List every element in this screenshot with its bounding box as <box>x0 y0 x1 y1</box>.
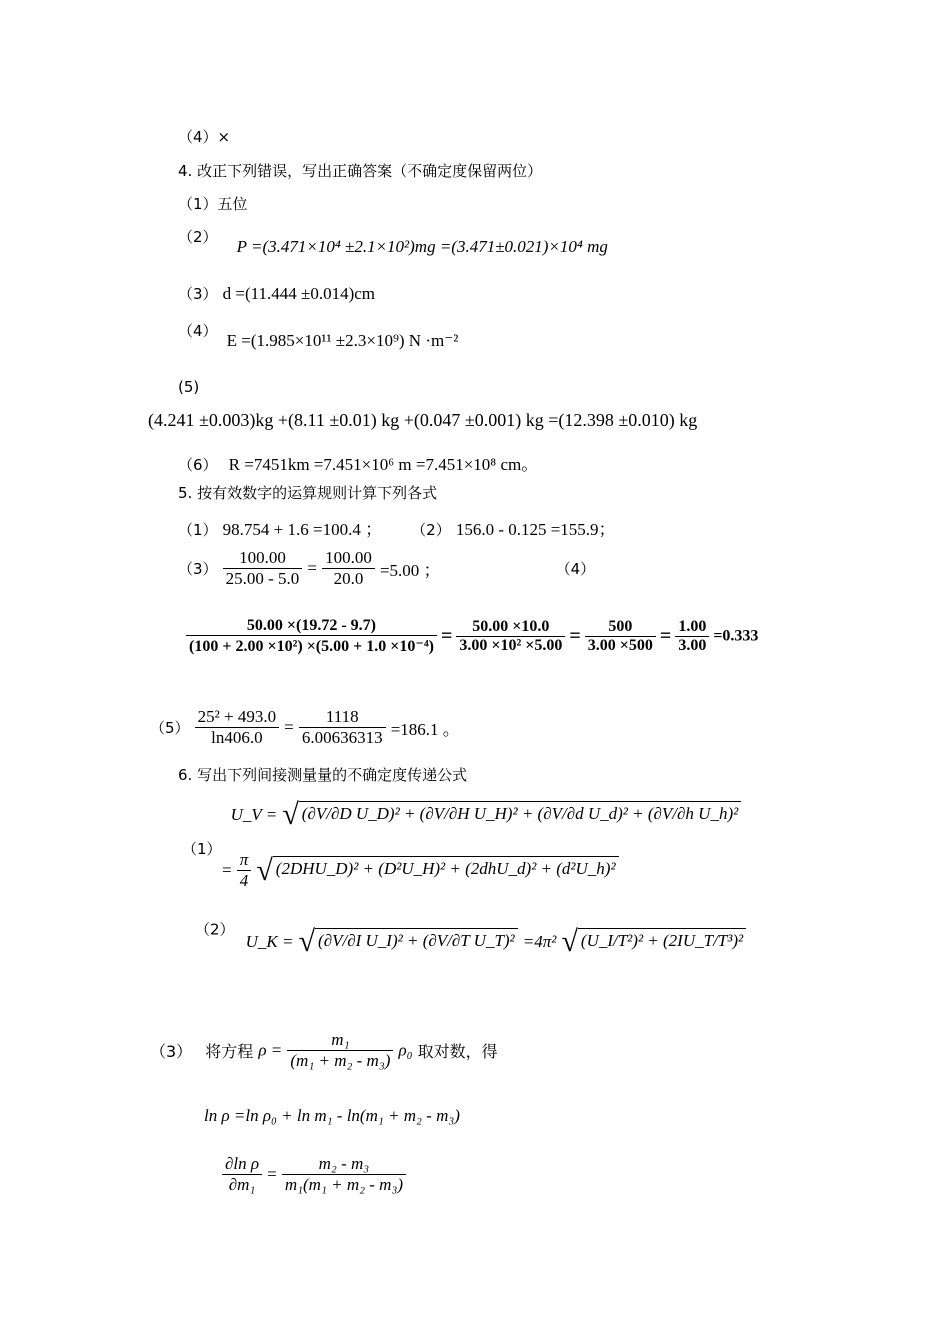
item-label: （3） <box>178 285 218 303</box>
numerator: ∂ln ρ <box>222 1154 262 1175</box>
formula-4-5: (4.241 ±0.003)kg +(8.11 ±0.01) kg +(0.047 ±0.001) kg =(12.398 ±0.010) kg <box>148 410 698 430</box>
fraction <box>675 618 709 655</box>
answer-5-3: （3） $\frac{100.00}{25.00 - 5.0}$ = $\frac{100.00}{20.0}$ =5.00 ； （4） <box>178 548 596 588</box>
formula-mid: =4π² <box>522 931 557 951</box>
answer-6-1-expanded: = $\frac{\pi}{4}$ √ (2DHU_D)² + (D²U_H)² + (2dhU_d)² + (d²U_h)² <box>222 850 619 891</box>
answer-4-3 <box>178 283 375 304</box>
radicand: (∂V/∂D U_D)² + (∂V/∂H U_H)² + (∂V/∂d U_d)² + (∂V/∂h U_h)² <box>299 801 741 824</box>
fraction <box>299 707 386 748</box>
numerator: 50.00 ×10.0 <box>456 618 565 637</box>
item-label: （3） <box>150 1042 193 1061</box>
formula-4-3: d =(11.444 ±0.014)cm <box>222 284 376 303</box>
denominator: ∂m₁ <box>228 1175 256 1194</box>
result: =0.333 <box>713 627 759 645</box>
item-label: （4） <box>555 560 596 578</box>
denominator: (100 + 2.00 ×10²) ×(5.00 + 1.0 ×10⁻⁴) <box>189 638 434 655</box>
denominator: 25.00 - 5.0 <box>225 569 300 588</box>
item-label: （2） <box>195 920 235 939</box>
radicand: (2DHU_D)² + (D²U_H)² + (2dhU_d)² + (d²U_h)² <box>273 856 619 879</box>
fraction <box>585 618 656 655</box>
item-label: （2） <box>411 521 451 539</box>
numerator: 100.00 <box>223 548 303 569</box>
item-label: （1） <box>178 521 218 539</box>
numerator: 1.00 <box>675 618 709 637</box>
formula-4-4: E =(1.985×10¹¹ ±2.3×10⁹) N ·m⁻² <box>226 331 459 350</box>
formula-5-1: 98.754 + 1.6 =100.4 ； <box>222 520 383 539</box>
item-label: （2） <box>178 228 218 246</box>
answer-6-1 <box>182 798 741 858</box>
fraction <box>237 850 252 891</box>
text: 将方程 <box>205 1042 254 1061</box>
answer-5-5: （5） $\frac{\text{25² + 493.0}}{\ln 406.0}$ = $\frac{1118}{6.00636313}$ =186.1 。 <box>150 707 460 747</box>
fraction <box>282 1154 406 1195</box>
item-label: （4） <box>178 322 218 340</box>
item-label: （1） <box>182 839 222 858</box>
section-4-heading: 4. 改正下列错误，写出正确答案（不确定度保留两位） <box>178 162 543 180</box>
denominator: 4 <box>239 871 249 890</box>
result: =186.1 。 <box>390 720 460 739</box>
numerator: m₂ - m₃ <box>282 1154 406 1175</box>
formula-5-4: $\frac{50.00 \times(19.72 - 9.7)}{\text{(100 + 2.00 ×10²) ×(5.00 + 1.0 ×10⁻⁴)}}$ = $\frac{50.00 \times 10.0}{\text{3.00 ×10² ×5.00}}$ = $\frac{500}{3.00 \times 500}$ = $\frac{1.00}{3.00}$ =0.333 <box>186 617 758 656</box>
formula-lhs: ρ = <box>258 1040 283 1060</box>
square-root: √ (∂V/∂I U_I)² + (∂V/∂T U_T)² <box>299 925 518 959</box>
numerator: 25² + 493.0 <box>195 707 279 728</box>
formula-lhs: U_V = <box>230 804 278 824</box>
formula-4-6: R =7451km =7.451×10⁶ m =7.451×10⁸ cm。 <box>228 455 539 474</box>
formula-lhs: U_K = <box>245 931 294 951</box>
answer-4-2 <box>178 226 608 256</box>
denominator: m₁(m₁ + m₂ - m₃) <box>284 1175 404 1194</box>
answer-4-6 <box>178 450 538 475</box>
answer-5-1-2 <box>178 515 616 540</box>
section-5-heading: 5. 按有效数字的运算规则计算下列各式 <box>178 484 438 502</box>
numerator: 500 <box>585 618 656 637</box>
denominator: (m₁ + m₂ - m₃) <box>290 1051 391 1070</box>
result: =5.00 ； <box>379 561 441 580</box>
formula-6-3-derivative: $\frac{\text{∂ln ρ}}{\text{∂m₁}}$ = $\frac{\text{m₂ - m₃}}{\text{m₁(m₁ + m₂ - m₃)}}$ <box>222 1154 406 1195</box>
answer-4-4 <box>178 320 459 350</box>
fraction <box>456 618 565 655</box>
formula-5-2: 156.0 - 0.125 =155.9； <box>455 520 616 539</box>
numerator: 1118 <box>299 707 386 728</box>
formula-4-2: P =(3.471×10⁴ ±2.1×10²)mg =(3.471±0.021)×10⁴ mg <box>236 237 608 256</box>
radicand: (U_I/T²)² + (2IU_T/T³)² <box>578 928 746 951</box>
item-label: （3） <box>178 560 218 578</box>
denominator: 3.00 ×10² ×5.00 <box>459 637 563 654</box>
item-label: （5） <box>150 719 190 737</box>
fraction <box>195 707 279 748</box>
numerator: m₁ <box>287 1030 393 1051</box>
denominator: 20.0 <box>333 569 364 588</box>
numerator: 100.00 <box>322 548 375 569</box>
square-root: √ (2DHU_D)² + (D²U_H)² + (2dhU_d)² + (d²U_h)² <box>256 854 618 888</box>
denominator: 6.00636313 <box>301 728 383 747</box>
answer-4-line: （4）× <box>178 128 231 146</box>
square-root: √ (∂V/∂D U_D)² + (∂V/∂H U_H)² + (∂V/∂d U_d)² + (∂V/∂h U_h)² <box>282 798 741 832</box>
numerator: π <box>237 850 252 871</box>
answer-4-5-label: (5) <box>178 378 200 396</box>
formula-6-3-log: ln ρ =ln ρ₀ + ln m₁ - ln(m₁ + m₂ - m₃) <box>204 1106 460 1125</box>
fraction <box>223 548 303 589</box>
answer-6-2 <box>195 913 746 958</box>
item-label: （6） <box>178 456 218 474</box>
numerator: 50.00 ×(19.72 - 9.7) <box>186 617 437 636</box>
fraction <box>186 617 437 656</box>
denominator: ln406.0 <box>211 728 263 747</box>
square-root: √ (U_I/T²)² + (2IU_T/T³)² <box>561 925 746 959</box>
answer-4-1: （1）五位 <box>178 195 248 213</box>
section-6-heading: 6. 写出下列间接测量量的不确定度传递公式 <box>178 766 468 784</box>
formula-rho0: ρ₀ <box>398 1040 413 1060</box>
fraction <box>322 548 375 589</box>
denominator: 3.00 <box>678 637 707 654</box>
fraction <box>287 1030 393 1071</box>
denominator: 3.00 ×500 <box>587 637 653 654</box>
radicand: (∂V/∂I U_I)² + (∂V/∂T U_T)² <box>315 928 518 951</box>
fraction <box>222 1154 262 1195</box>
answer-6-3 <box>150 1030 498 1071</box>
text: 取对数，得 <box>417 1042 498 1061</box>
